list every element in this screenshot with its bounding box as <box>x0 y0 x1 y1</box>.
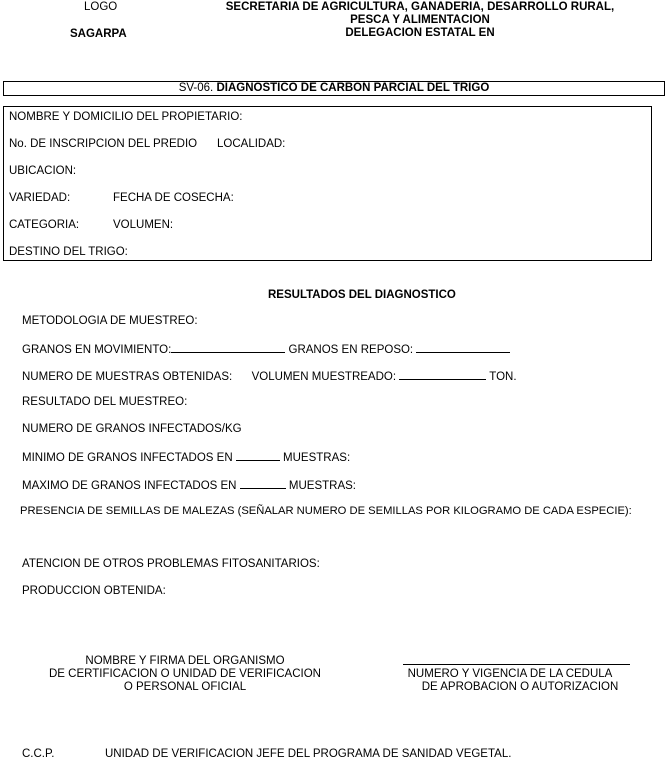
ccp-label: C.C.P. <box>22 748 55 760</box>
results-heading: RESULTADOS DEL DIAGNOSTICO <box>268 289 456 301</box>
destination-label: DESTINO DEL TRIGO: <box>9 246 128 258</box>
form-title-box <box>3 81 665 96</box>
ton-unit: TON. <box>489 371 517 383</box>
grains-moving-field[interactable] <box>171 343 285 353</box>
ministry-name-line1: SECRETARIA DE AGRICULTURA, GANADERIA, DESARROLLO RURAL, <box>225 1 615 13</box>
ministry-name-line3: DELEGACION ESTATAL EN <box>345 27 495 39</box>
sampling-result-label: RESULTADO DEL MUESTREO: <box>22 396 188 408</box>
methodology-label: METODOLOGIA DE MUESTREO: <box>22 315 198 327</box>
agency-acronym: SAGARPA <box>70 28 127 40</box>
right-signature-line1: NUMERO Y VIGENCIA DE LA CEDULA <box>407 668 613 680</box>
locality-label: LOCALIDAD: <box>217 138 286 150</box>
min-infected-label: MINIMO DE GRANOS INFECTADOS EN <box>22 452 233 464</box>
samples-obtained-label: NUMERO DE MUESTRAS OBTENIDAS: <box>22 371 233 383</box>
infected-per-kg-label: NUMERO DE GRANOS INFECTADOS/KG <box>22 423 242 435</box>
min-infected-field[interactable] <box>236 451 280 461</box>
grains-resting-field[interactable] <box>416 343 510 353</box>
min-samples-label: MUESTRAS: <box>283 452 351 464</box>
left-signature-line3: O PERSONAL OFICIAL <box>123 681 247 693</box>
left-signature-line1: NOMBRE Y FIRMA DEL ORGANISMO <box>85 655 285 667</box>
grains-moving-row <box>22 343 510 357</box>
max-samples-label: MUESTRAS: <box>288 480 356 492</box>
volume-sampled-label: VOLUMEN MUESTREADO: <box>251 371 397 383</box>
grains-resting-label: GRANOS EN REPOSO: <box>288 344 414 356</box>
form-code: SV-06. <box>178 82 214 94</box>
form-title-text: DIAGNOSTICO DE CARBON PARCIAL DEL TRIGO <box>216 82 490 94</box>
logo-placeholder: LOGO <box>84 1 118 13</box>
owner-name-label: NOMBRE Y DOMICILIO DEL PROPIETARIO: <box>9 111 243 123</box>
volume-sampled-field[interactable] <box>399 370 486 380</box>
weed-seeds-label: PRESENCIA DE SEMILLAS DE MALEZAS (SEÑALAR NUMERO DE SEMILLAS POR KILOGRAMO DE CADA ESPECIE): <box>20 505 632 517</box>
max-infected-row <box>22 479 356 493</box>
owner-info-box <box>3 106 652 261</box>
ccp-text: UNIDAD DE VERIFICACION JEFE DEL PROGRAMA DE SANIDAD VEGETAL. <box>105 748 512 760</box>
location-label: UBICACION: <box>9 165 77 177</box>
ministry-name-line2: PESCA Y ALIMENTACION <box>350 14 490 26</box>
registration-label: No. DE INSCRIPCION DEL PREDIO <box>9 138 198 150</box>
form-title <box>4 83 664 95</box>
category-label: CATEGORIA: <box>9 219 80 231</box>
samples-row <box>22 370 517 384</box>
other-problems-label: ATENCION DE OTROS PROBLEMAS FITOSANITARIOS: <box>22 558 320 570</box>
max-infected-label: MAXIMO DE GRANOS INFECTADOS EN <box>22 480 237 492</box>
right-signature-line[interactable] <box>403 664 630 665</box>
grains-moving-label: GRANOS EN MOVIMIENTO: <box>22 344 172 356</box>
left-signature-line2: DE CERTIFICACION O UNIDAD DE VERIFICACION <box>49 668 321 680</box>
max-infected-field[interactable] <box>240 479 286 489</box>
volume-label: VOLUMEN: <box>113 219 174 231</box>
production-label: PRODUCCION OBTENIDA: <box>22 585 166 597</box>
right-signature-line2: DE APROBACION O AUTORIZACION <box>421 681 619 693</box>
min-infected-row <box>22 451 350 465</box>
variety-label: VARIEDAD: <box>9 192 71 204</box>
harvest-date-label: FECHA DE COSECHA: <box>113 192 234 204</box>
